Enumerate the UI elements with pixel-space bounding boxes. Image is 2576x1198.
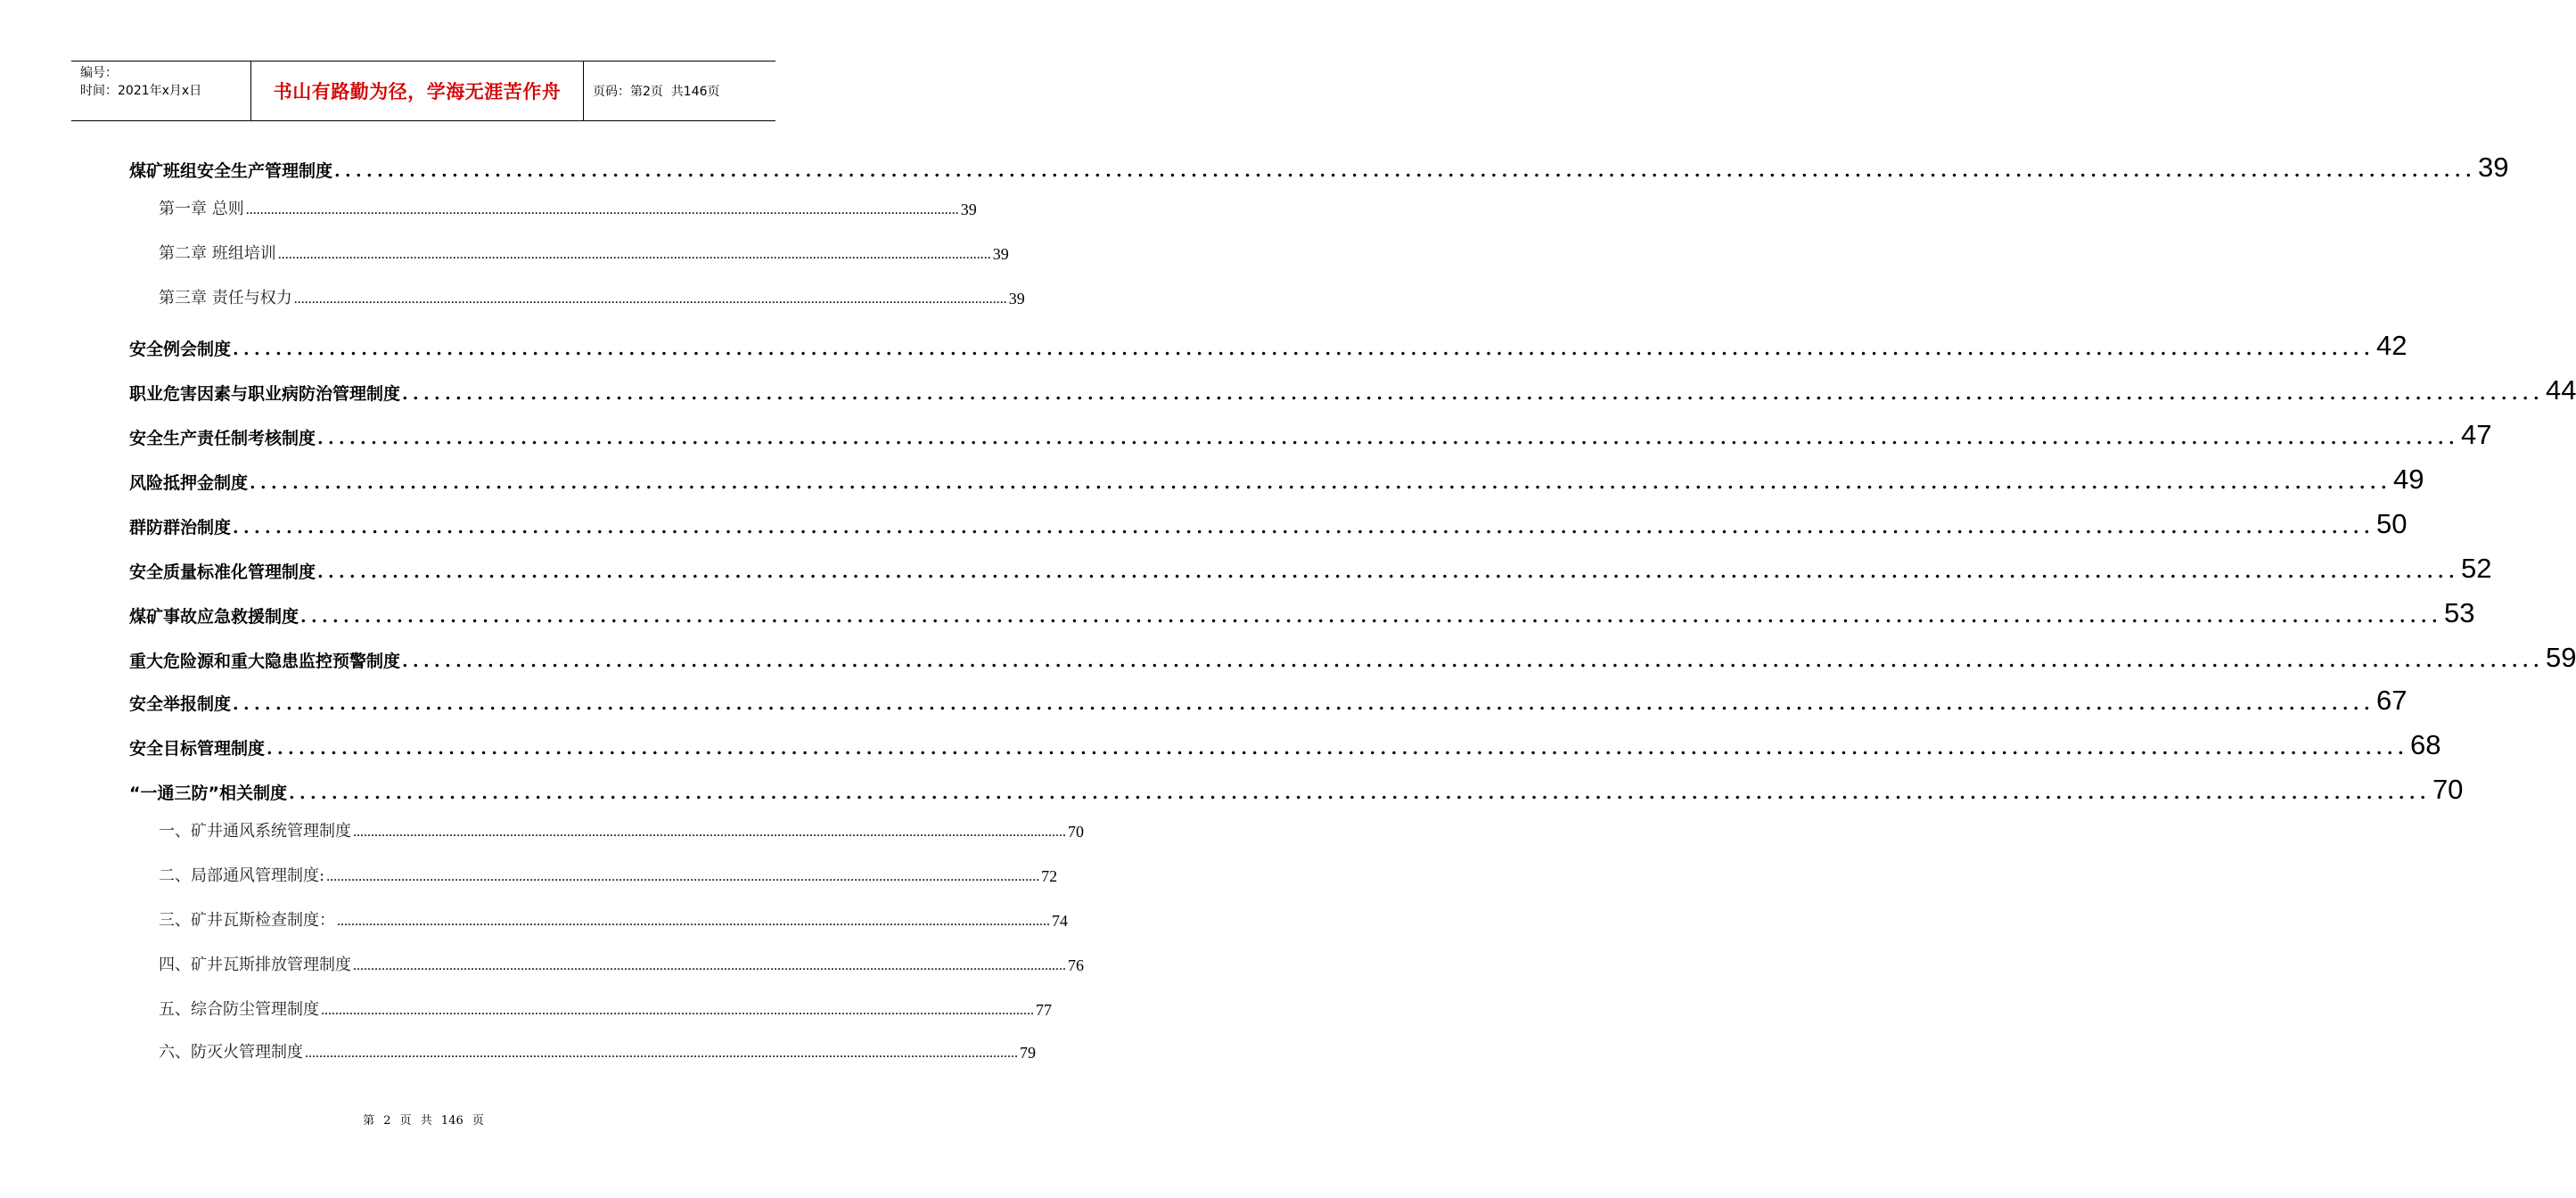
toc-entry[interactable] <box>159 818 1084 841</box>
toc-entry-title: 安全目标管理制度 <box>129 739 266 759</box>
toc-entry[interactable] <box>159 241 1009 264</box>
toc-entry[interactable] <box>159 1039 1036 1063</box>
toc-entry-page: 44 <box>2545 374 2576 406</box>
toc-leader-dots: ........................................................................................................................................................................................................ <box>300 607 2442 627</box>
toc-entry[interactable] <box>159 863 1058 886</box>
toc-entry-page: 39 <box>992 245 1009 263</box>
toc-leader-dots: ........................................................................................................................................................................................................ <box>293 291 1007 307</box>
toc-entry-title: 四、矿井瓦斯排放管理制度 <box>159 956 351 974</box>
toc-entry-title: 安全举报制度 <box>129 694 232 714</box>
toc-entry-page: 47 <box>2460 419 2492 450</box>
toc-leader-dots: ........................................................................................................................................................................................................ <box>305 1046 1018 1061</box>
page-info-text: 页码：第2页 共146页 <box>593 85 720 99</box>
toc-leader-dots: ........................................................................................................................................................................................................ <box>317 562 2459 582</box>
toc-entry[interactable] <box>159 952 1084 975</box>
toc-entry-title: 煤矿事故应急救援制度 <box>129 607 299 627</box>
code-label: 编号： <box>80 66 118 80</box>
toc-entry[interactable] <box>129 683 2408 716</box>
toc-leader-dots: ........................................................................................................................................................................................................ <box>233 518 2375 537</box>
toc-entry-title: 第三章 责任与权力 <box>159 289 292 308</box>
toc-entry-page: 53 <box>2443 597 2475 628</box>
toc-entry-page: 68 <box>2409 729 2441 760</box>
toc-entry[interactable] <box>129 551 2492 584</box>
toc-leader-dots: ........................................................................................................................................................................................................ <box>317 429 2459 448</box>
toc-entry-title: 群防群治制度 <box>129 518 232 537</box>
toc-leader-dots: ........................................................................................................................................................................................................ <box>326 869 1040 884</box>
toc-entry-page: 67 <box>2375 685 2408 716</box>
toc-leader-dots: ........................................................................................................................................................................................................ <box>277 247 991 262</box>
toc-entry-title: 职业危害因素与职业病防治管理制度 <box>129 384 401 404</box>
toc-entry-page: 70 <box>1068 823 1084 841</box>
toc-entry-page: 77 <box>1036 1001 1052 1019</box>
toc-entry-title: 五、综合防尘管理制度 <box>159 1000 319 1019</box>
toc-leader-dots: ........................................................................................................................................................................................................ <box>250 473 2391 493</box>
toc-entry-page: 59 <box>2545 642 2576 673</box>
toc-entry-title: 三、矿井瓦斯检查制度： <box>159 911 335 930</box>
toc-entry[interactable] <box>129 150 2509 183</box>
header-table <box>71 61 775 121</box>
toc-entry-title: 安全质量标准化管理制度 <box>129 562 316 582</box>
toc-entry-page: 76 <box>1068 956 1084 974</box>
toc-entry-page: 79 <box>1020 1044 1036 1062</box>
toc-entry[interactable] <box>129 462 2424 495</box>
toc-entry-title: 第一章 总则 <box>159 200 244 218</box>
toc-entry-page: 39 <box>2477 152 2509 183</box>
toc-entry-page: 39 <box>1008 290 1025 308</box>
toc-entry[interactable] <box>129 640 2576 673</box>
toc-entry-title: 六、防灭火管理制度 <box>159 1043 303 1062</box>
toc-leader-dots: ........................................................................................................................................................................................................ <box>353 825 1066 840</box>
toc-leader-dots: ........................................................................................................................................................................................................ <box>233 340 2375 359</box>
header-motto: 书山有路勤为径，学海无涯苦作舟 <box>251 62 584 120</box>
time-label: 时间：2021年x月x日 <box>80 84 202 98</box>
toc-leader-dots: ........................................................................................................................................................................................................ <box>245 202 959 217</box>
toc-leader-dots: ........................................................................................................................................................................................................ <box>353 958 1066 973</box>
toc-entry[interactable] <box>129 373 2576 406</box>
toc-leader-dots: ........................................................................................................................................................................................................ <box>288 784 2431 803</box>
toc-entry-title: 二、局部通风管理制度: <box>159 866 325 885</box>
toc-entry-title: “一通三防”相关制度 <box>129 784 287 803</box>
toc-entry-title: 第二章 班组培训 <box>159 244 276 263</box>
toc-entry[interactable] <box>159 997 1052 1020</box>
toc-leader-dots: ........................................................................................................................................................................................................ <box>334 161 2476 181</box>
toc-entry[interactable] <box>159 907 1068 931</box>
toc-leader-dots: ........................................................................................................................................................................................................ <box>402 652 2544 671</box>
toc-leader-dots: ........................................................................................................................................................................................................ <box>233 694 2375 714</box>
toc-leader-dots: ........................................................................................................................................................................................................ <box>321 1003 1034 1018</box>
toc-entry-page: 39 <box>960 201 977 218</box>
toc-entry-page: 49 <box>2392 464 2424 495</box>
toc-entry-page: 52 <box>2460 553 2492 584</box>
toc-entry-title: 安全生产责任制考核制度 <box>129 429 316 448</box>
toc-entry[interactable] <box>129 328 2408 361</box>
toc-entry-page: 42 <box>2375 330 2408 361</box>
toc-entry[interactable] <box>129 417 2492 450</box>
toc-leader-dots: ........................................................................................................................................................................................................ <box>337 914 1050 929</box>
toc-entry-title: 安全例会制度 <box>129 340 232 359</box>
toc-entry-title: 一、矿井通风系统管理制度 <box>159 822 351 841</box>
toc-entry-title: 煤矿班组安全生产管理制度 <box>129 161 333 181</box>
toc-entry[interactable] <box>129 772 2464 805</box>
toc-entry-page: 70 <box>2432 774 2464 805</box>
toc-entry-title: 重大危险源和重大隐患监控预警制度 <box>129 652 401 671</box>
toc-leader-dots: ........................................................................................................................................................................................................ <box>402 384 2544 404</box>
toc-entry[interactable] <box>159 196 977 219</box>
toc-entry-page: 50 <box>2375 508 2408 539</box>
toc-entry-page: 72 <box>1041 867 1058 885</box>
header-page-info <box>584 62 775 120</box>
page-footer: 第 2 页 共 146 页 <box>363 1114 484 1128</box>
toc-entry[interactable] <box>129 506 2408 539</box>
toc-entry[interactable] <box>129 595 2475 628</box>
header-meta <box>71 62 251 120</box>
toc-leader-dots: ........................................................................................................................................................................................................ <box>267 739 2408 759</box>
toc-entry[interactable] <box>129 727 2441 760</box>
toc-entry-page: 74 <box>1052 912 1068 930</box>
toc-entry[interactable] <box>159 285 1025 308</box>
toc-entry-title: 风险抵押金制度 <box>129 473 249 493</box>
